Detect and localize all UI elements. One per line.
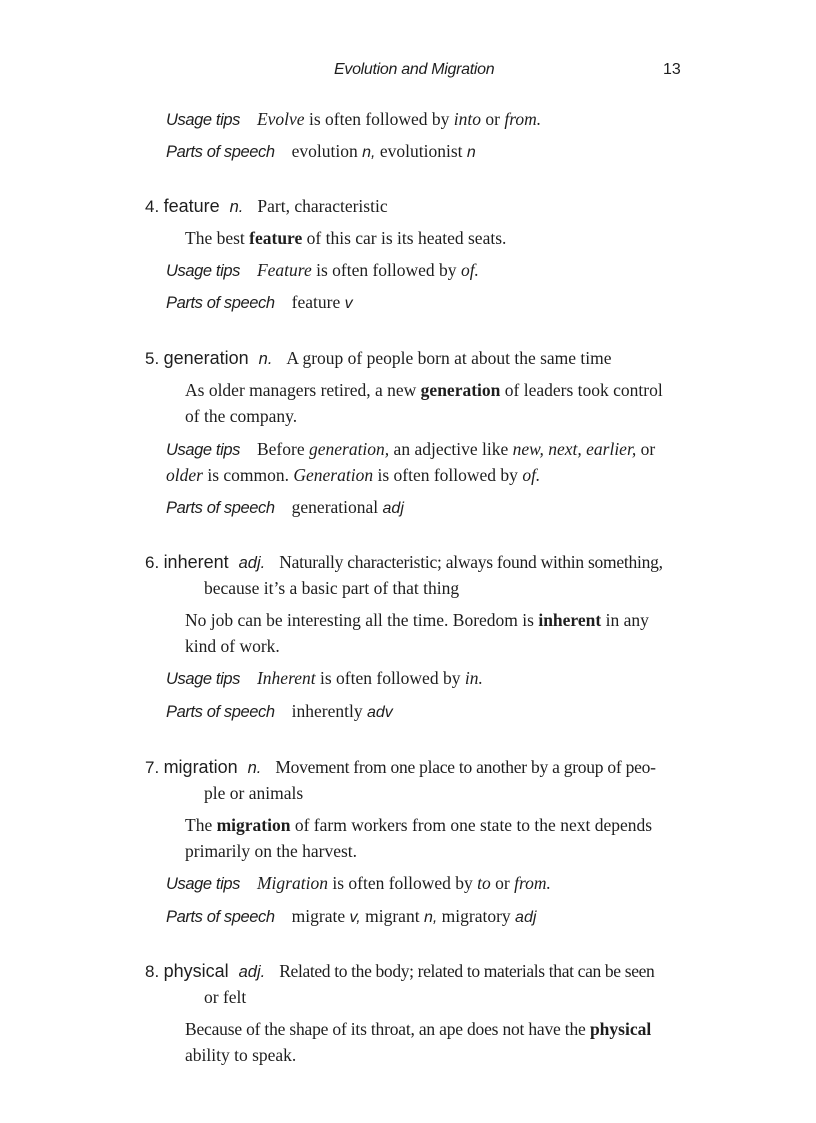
- entry-migration-example: The migration of farm workers from one state to the next depends: [185, 815, 653, 835]
- parts-of-speech-evolve: Parts of speech evolution n, evolutionist n: [166, 141, 476, 161]
- entry-migration-definition-cont: ple or animals: [204, 783, 304, 803]
- page-number: 13: [663, 61, 681, 78]
- entry-migration-parts: Parts of speech migrate v, migrant n, migratory adj: [166, 906, 537, 926]
- entry-feature-parts: Parts of speech feature v: [166, 292, 353, 312]
- headword: generation: [163, 348, 249, 368]
- entry-inherent-example-cont: kind of work.: [185, 636, 280, 656]
- headword: physical: [163, 961, 229, 981]
- entry-inherent-example: No job can be interesting all the time. Boredom is inherent in any: [185, 610, 649, 630]
- entry-inherent-usage: Usage tips Inherent is often followed by in.: [166, 668, 483, 688]
- entry-physical-definition-cont: or felt: [204, 987, 247, 1007]
- entry-physical-example-cont: ability to speak.: [185, 1045, 297, 1065]
- headword: migration: [163, 757, 238, 777]
- entry-physical-example: Because of the shape of its throat, an ape does not have the physical: [185, 1019, 652, 1039]
- entry-migration-usage: Usage tips Migration is often followed by to or from.: [166, 873, 551, 893]
- usage-tips-label: Usage tips: [166, 111, 240, 129]
- entry-generation-example: As older managers retired, a new generation of leaders took control: [185, 380, 663, 400]
- parts-of-speech-label: Parts of speech: [166, 143, 275, 161]
- entry-inherent-parts: Parts of speech inherently adv: [166, 701, 393, 721]
- entry-generation-usage: Usage tips Before generation, an adjective like new, next, earlier, or: [166, 439, 656, 459]
- entry-feature-usage: Usage tips Feature is often followed by of.: [166, 260, 479, 280]
- chapter-title: Evolution and Migration: [334, 61, 495, 78]
- usage-tips-evolve: Usage tips Evolve is often followed by into or from.: [166, 109, 542, 129]
- entry-migration-heading: 7. migration n. Movement from one place to another by a group of peo-: [145, 757, 656, 777]
- running-head: [0, 61, 816, 81]
- entry-feature-example: The best feature of this car is its heated seats.: [185, 228, 507, 248]
- entry-generation-example-cont: of the company.: [185, 406, 298, 426]
- entry-inherent-heading: 6. inherent adj. Naturally characteristic; always found within something,: [145, 552, 663, 572]
- entry-generation-heading: 5. generation n. A group of people born at about the same time: [145, 348, 612, 368]
- entry-feature-heading: [145, 195, 388, 218]
- headword: feature: [163, 196, 220, 216]
- entry-generation-parts: Parts of speech generational adj: [166, 497, 404, 517]
- entry-physical-heading: 8. physical adj. Related to the body; related to materials that can be seen: [145, 961, 655, 981]
- entry-inherent-definition-cont: because it’s a basic part of that thing: [204, 578, 460, 598]
- headword: inherent: [163, 552, 229, 572]
- definition: Part, characteristic: [257, 196, 388, 216]
- part-of-speech: n.: [229, 198, 244, 216]
- entry-generation-usage-cont: older is common. Generation is often followed by of.: [166, 465, 541, 485]
- entry-migration-example-cont: primarily on the harvest.: [185, 841, 358, 861]
- entry-number: 4.: [145, 197, 160, 216]
